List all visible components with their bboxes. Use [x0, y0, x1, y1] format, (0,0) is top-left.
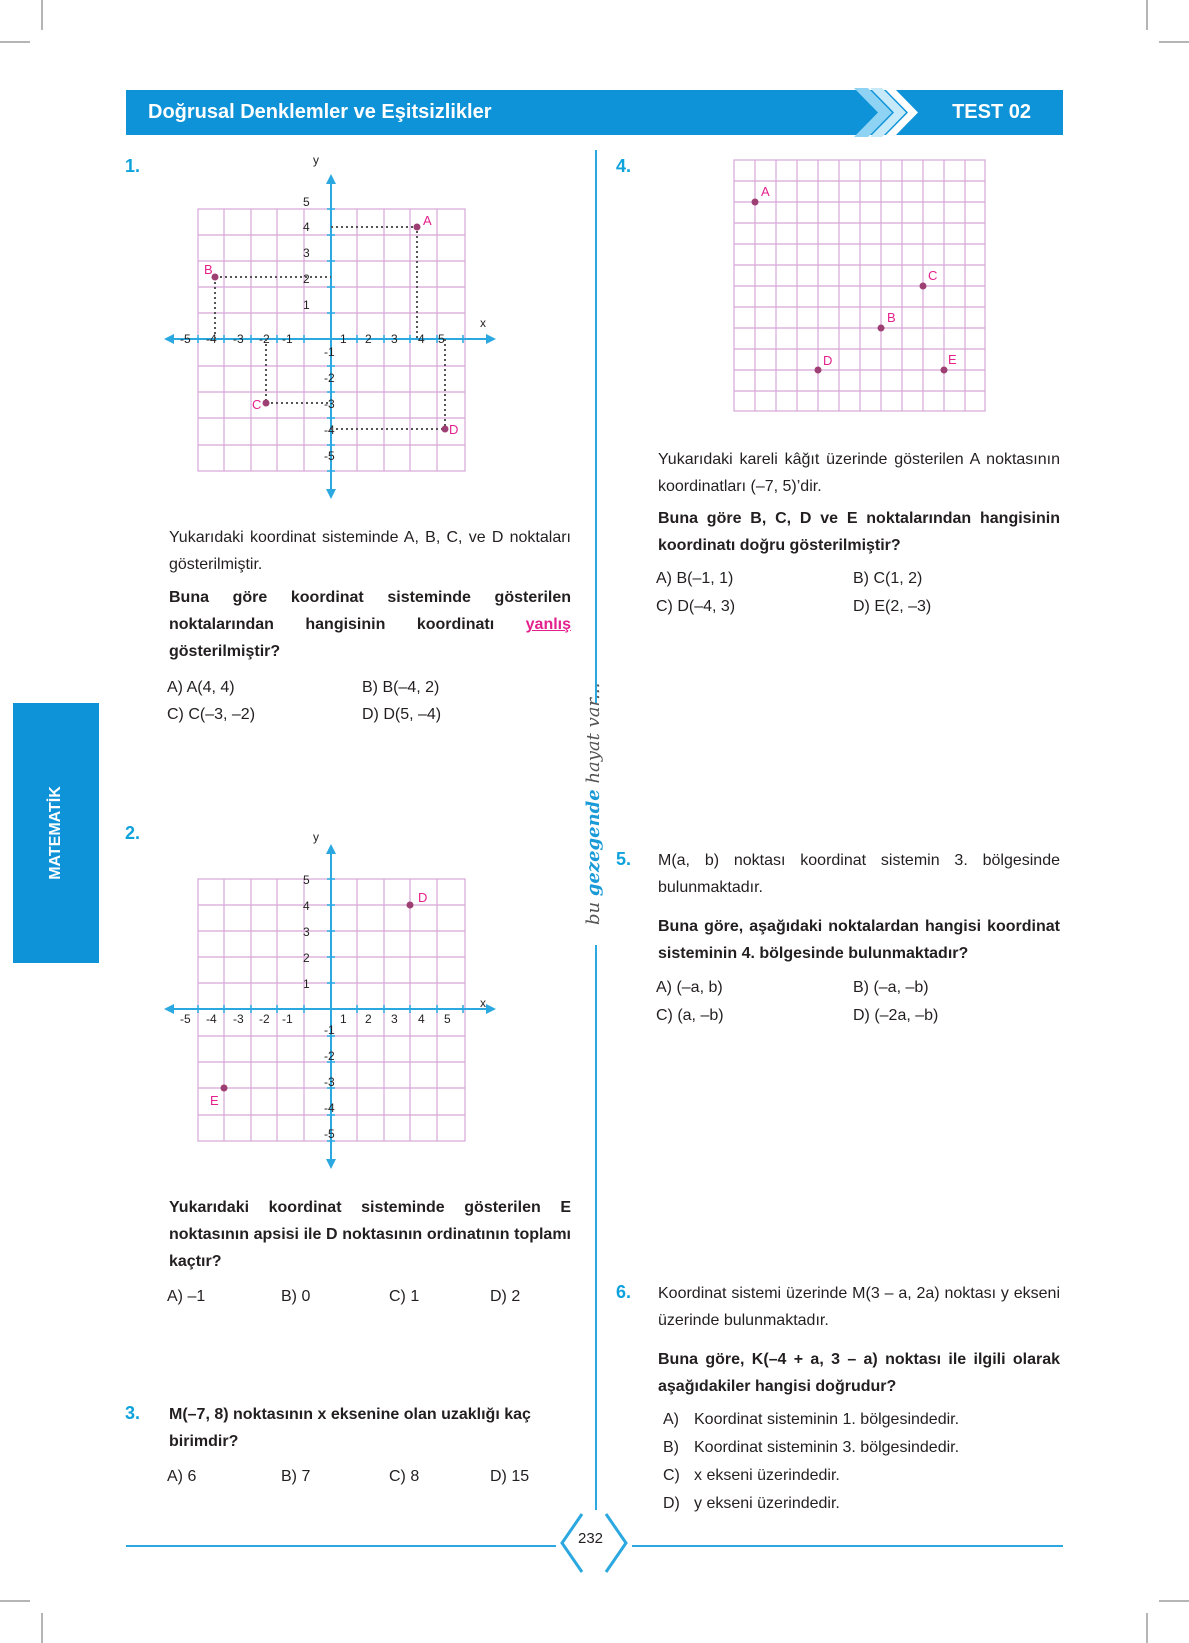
svg-text:3: 3 — [303, 246, 310, 260]
svg-text:4: 4 — [418, 332, 425, 346]
page-number: 232 — [578, 1530, 604, 1547]
q2-option-b[interactable]: B) 0 — [281, 1288, 311, 1305]
crop-mark — [0, 41, 30, 43]
svg-text:5: 5 — [444, 1012, 451, 1026]
svg-text:3: 3 — [391, 332, 398, 346]
crop-mark — [41, 1613, 43, 1643]
coordinate-figure-2 — [160, 825, 510, 1170]
header-title: Doğrusal Denklemler ve Eşitsizlikler — [148, 101, 492, 123]
q6-question: Buna göre, K(–4 + a, 3 – a) noktası ile ilgili olarak aşağıdakiler hangisi doğrudur? — [658, 1351, 1060, 1395]
svg-text:4: 4 — [303, 899, 310, 913]
svg-text:5: 5 — [303, 195, 310, 209]
svg-text:3: 3 — [303, 925, 310, 939]
q1-option-c[interactable]: C) C(–3, –2) — [167, 706, 256, 723]
column-divider — [595, 150, 597, 703]
question-number: 1. — [125, 156, 141, 176]
q2-option-a[interactable]: A) –1 — [167, 1288, 206, 1305]
svg-text:1: 1 — [340, 1012, 347, 1026]
coordinate-figure-1 — [160, 155, 510, 500]
q4-option-b[interactable]: B) C(1, 2) — [853, 570, 923, 587]
question-number: 2. — [125, 823, 141, 843]
q1-option-b[interactable]: B) B(–4, 2) — [362, 679, 440, 696]
q1-option-d[interactable]: D) D(5, –4) — [362, 706, 442, 723]
crop-mark — [1159, 41, 1189, 43]
svg-text:-5: -5 — [324, 1127, 335, 1141]
q5-option-b[interactable]: B) (–a, –b) — [853, 979, 929, 996]
svg-text:D: D — [418, 890, 428, 905]
svg-text:2: 2 — [365, 332, 372, 346]
svg-text:-5: -5 — [180, 1012, 191, 1026]
svg-text:A: A — [761, 184, 770, 199]
grid-paper-figure — [730, 158, 988, 416]
svg-text:-4: -4 — [206, 332, 217, 346]
svg-text:3: 3 — [391, 1012, 398, 1026]
question-number: 5. — [616, 849, 632, 869]
subject-label: MATEMATİK — [47, 786, 64, 880]
q4-intro: Yukarıdaki kareli kâğıt üzerinde gösterilen A noktasının koordinatları (–7, 5)’dir. — [658, 451, 1060, 495]
svg-text:y: y — [313, 830, 319, 844]
svg-text:C: C — [252, 397, 262, 412]
q2-question: Yukarıdaki koordinat sisteminde gösterilen E noktasının apsisi ile D noktasının ordinatının toplamı kaçtır? — [169, 1199, 571, 1270]
crop-mark — [41, 0, 43, 30]
svg-text:-2: -2 — [259, 332, 270, 346]
crop-mark — [1146, 1613, 1148, 1643]
crop-mark — [1146, 0, 1148, 30]
svg-text:E: E — [210, 1093, 219, 1108]
svg-text:B: B — [887, 310, 896, 325]
q5-intro: M(a, b) noktası koordinat sistemin 3. bölgesinde bulunmaktadır. — [658, 852, 1060, 896]
svg-text:-3: -3 — [233, 1012, 244, 1026]
crop-mark — [1159, 1600, 1189, 1602]
crop-mark — [0, 1600, 30, 1602]
svg-text:1: 1 — [303, 977, 310, 991]
q4-option-a[interactable]: A) B(–1, 1) — [656, 570, 734, 587]
q1-question: Buna göre koordinat sisteminde gösterilen noktalarından hangisinin koordinatı yanlış gösterilmiştir? — [169, 589, 571, 660]
svg-text:C: C — [928, 268, 938, 283]
q6-option-c[interactable]: C) x ekseni üzerindedir. — [663, 1467, 840, 1484]
svg-text:-1: -1 — [282, 332, 293, 346]
q2-option-d[interactable]: D) 2 — [490, 1288, 521, 1305]
column-divider — [595, 945, 597, 1510]
svg-text:-5: -5 — [324, 449, 335, 463]
svg-text:-4: -4 — [206, 1012, 217, 1026]
q2-option-c[interactable]: C) 1 — [389, 1288, 420, 1305]
svg-text:-5: -5 — [180, 332, 191, 346]
q6-intro: Koordinat sistemi üzerinde M(3 – a, 2a) noktası y ekseni üzerinde bulunmaktadır. — [658, 1285, 1060, 1329]
q6-option-a[interactable]: A) Koordinat sisteminin 1. bölgesindedir. — [663, 1411, 960, 1428]
slogan: bu gezegende hayat var... — [583, 682, 604, 925]
q3-option-c[interactable]: C) 8 — [389, 1468, 420, 1485]
svg-text:2: 2 — [303, 951, 310, 965]
svg-text:1: 1 — [303, 298, 310, 312]
svg-text:D: D — [449, 422, 459, 437]
q6-option-d[interactable]: D) y ekseni üzerindedir. — [663, 1495, 840, 1512]
svg-text:5: 5 — [303, 873, 310, 887]
q1-intro: Yukarıdaki koordinat sisteminde A, B, C, ve D noktaları gösterilmiştir. — [169, 529, 571, 573]
svg-text:5: 5 — [438, 332, 445, 346]
svg-text:2: 2 — [365, 1012, 372, 1026]
svg-text:-3: -3 — [324, 1075, 335, 1089]
q5-question: Buna göre, aşağıdaki noktalardan hangisi koordinat sisteminin 4. bölgesinde bulunmaktadır? — [658, 918, 1060, 962]
chevron-arrows-icon — [854, 88, 924, 137]
svg-text:-1: -1 — [324, 1023, 335, 1037]
svg-text:-1: -1 — [282, 1012, 293, 1026]
highlight-word: yanlış — [525, 616, 571, 633]
svg-text:4: 4 — [418, 1012, 425, 1026]
footer-rule-right — [632, 1545, 1063, 1547]
svg-text:-2: -2 — [324, 371, 335, 385]
svg-text:1: 1 — [340, 332, 347, 346]
q5-option-a[interactable]: A) (–a, b) — [656, 979, 723, 996]
svg-text:-1: -1 — [324, 345, 335, 359]
question-number: 4. — [616, 156, 632, 176]
svg-text:-2: -2 — [324, 1049, 335, 1063]
q3-question: M(–7, 8) noktasının x eksenine olan uzaklığı kaç birimdir? — [169, 1406, 531, 1450]
q5-option-c[interactable]: C) (a, –b) — [656, 1007, 724, 1024]
footer-rule-left — [126, 1545, 556, 1547]
q5-option-d[interactable]: D) (–2a, –b) — [853, 1007, 939, 1024]
svg-text:-2: -2 — [259, 1012, 270, 1026]
subject-side-tab — [13, 703, 99, 963]
svg-text:E: E — [948, 352, 957, 367]
q3-option-d[interactable]: D) 15 — [490, 1468, 530, 1485]
svg-text:B: B — [204, 262, 213, 277]
question-number: 6. — [616, 1282, 632, 1302]
svg-text:y: y — [313, 155, 319, 167]
svg-text:-4: -4 — [324, 1101, 335, 1115]
q4-option-c[interactable]: C) D(–4, 3) — [656, 598, 736, 615]
x-axis-label: x — [480, 316, 486, 330]
test-label: TEST 02 — [952, 101, 1031, 123]
question-number: 3. — [125, 1403, 141, 1423]
page-header — [126, 90, 1063, 135]
svg-text:2: 2 — [303, 272, 310, 286]
q4-question: Buna göre B, C, D ve E noktalarından hangisinin koordinatı doğru gösterilmiştir? — [658, 510, 1060, 554]
q3-option-b[interactable]: B) 7 — [281, 1468, 311, 1485]
svg-text:D: D — [823, 353, 833, 368]
q1-option-a[interactable]: A) A(4, 4) — [167, 679, 235, 696]
q3-option-a[interactable]: A) 6 — [167, 1468, 197, 1485]
q6-option-b[interactable]: B) Koordinat sisteminin 3. bölgesindedir. — [663, 1439, 960, 1456]
svg-text:x: x — [480, 996, 486, 1010]
svg-text:-3: -3 — [324, 397, 335, 411]
q4-option-d[interactable]: D) E(2, –3) — [853, 598, 932, 615]
svg-text:4: 4 — [303, 220, 310, 234]
svg-text:A: A — [423, 213, 432, 228]
svg-text:-3: -3 — [233, 332, 244, 346]
svg-text:-4: -4 — [324, 423, 335, 437]
